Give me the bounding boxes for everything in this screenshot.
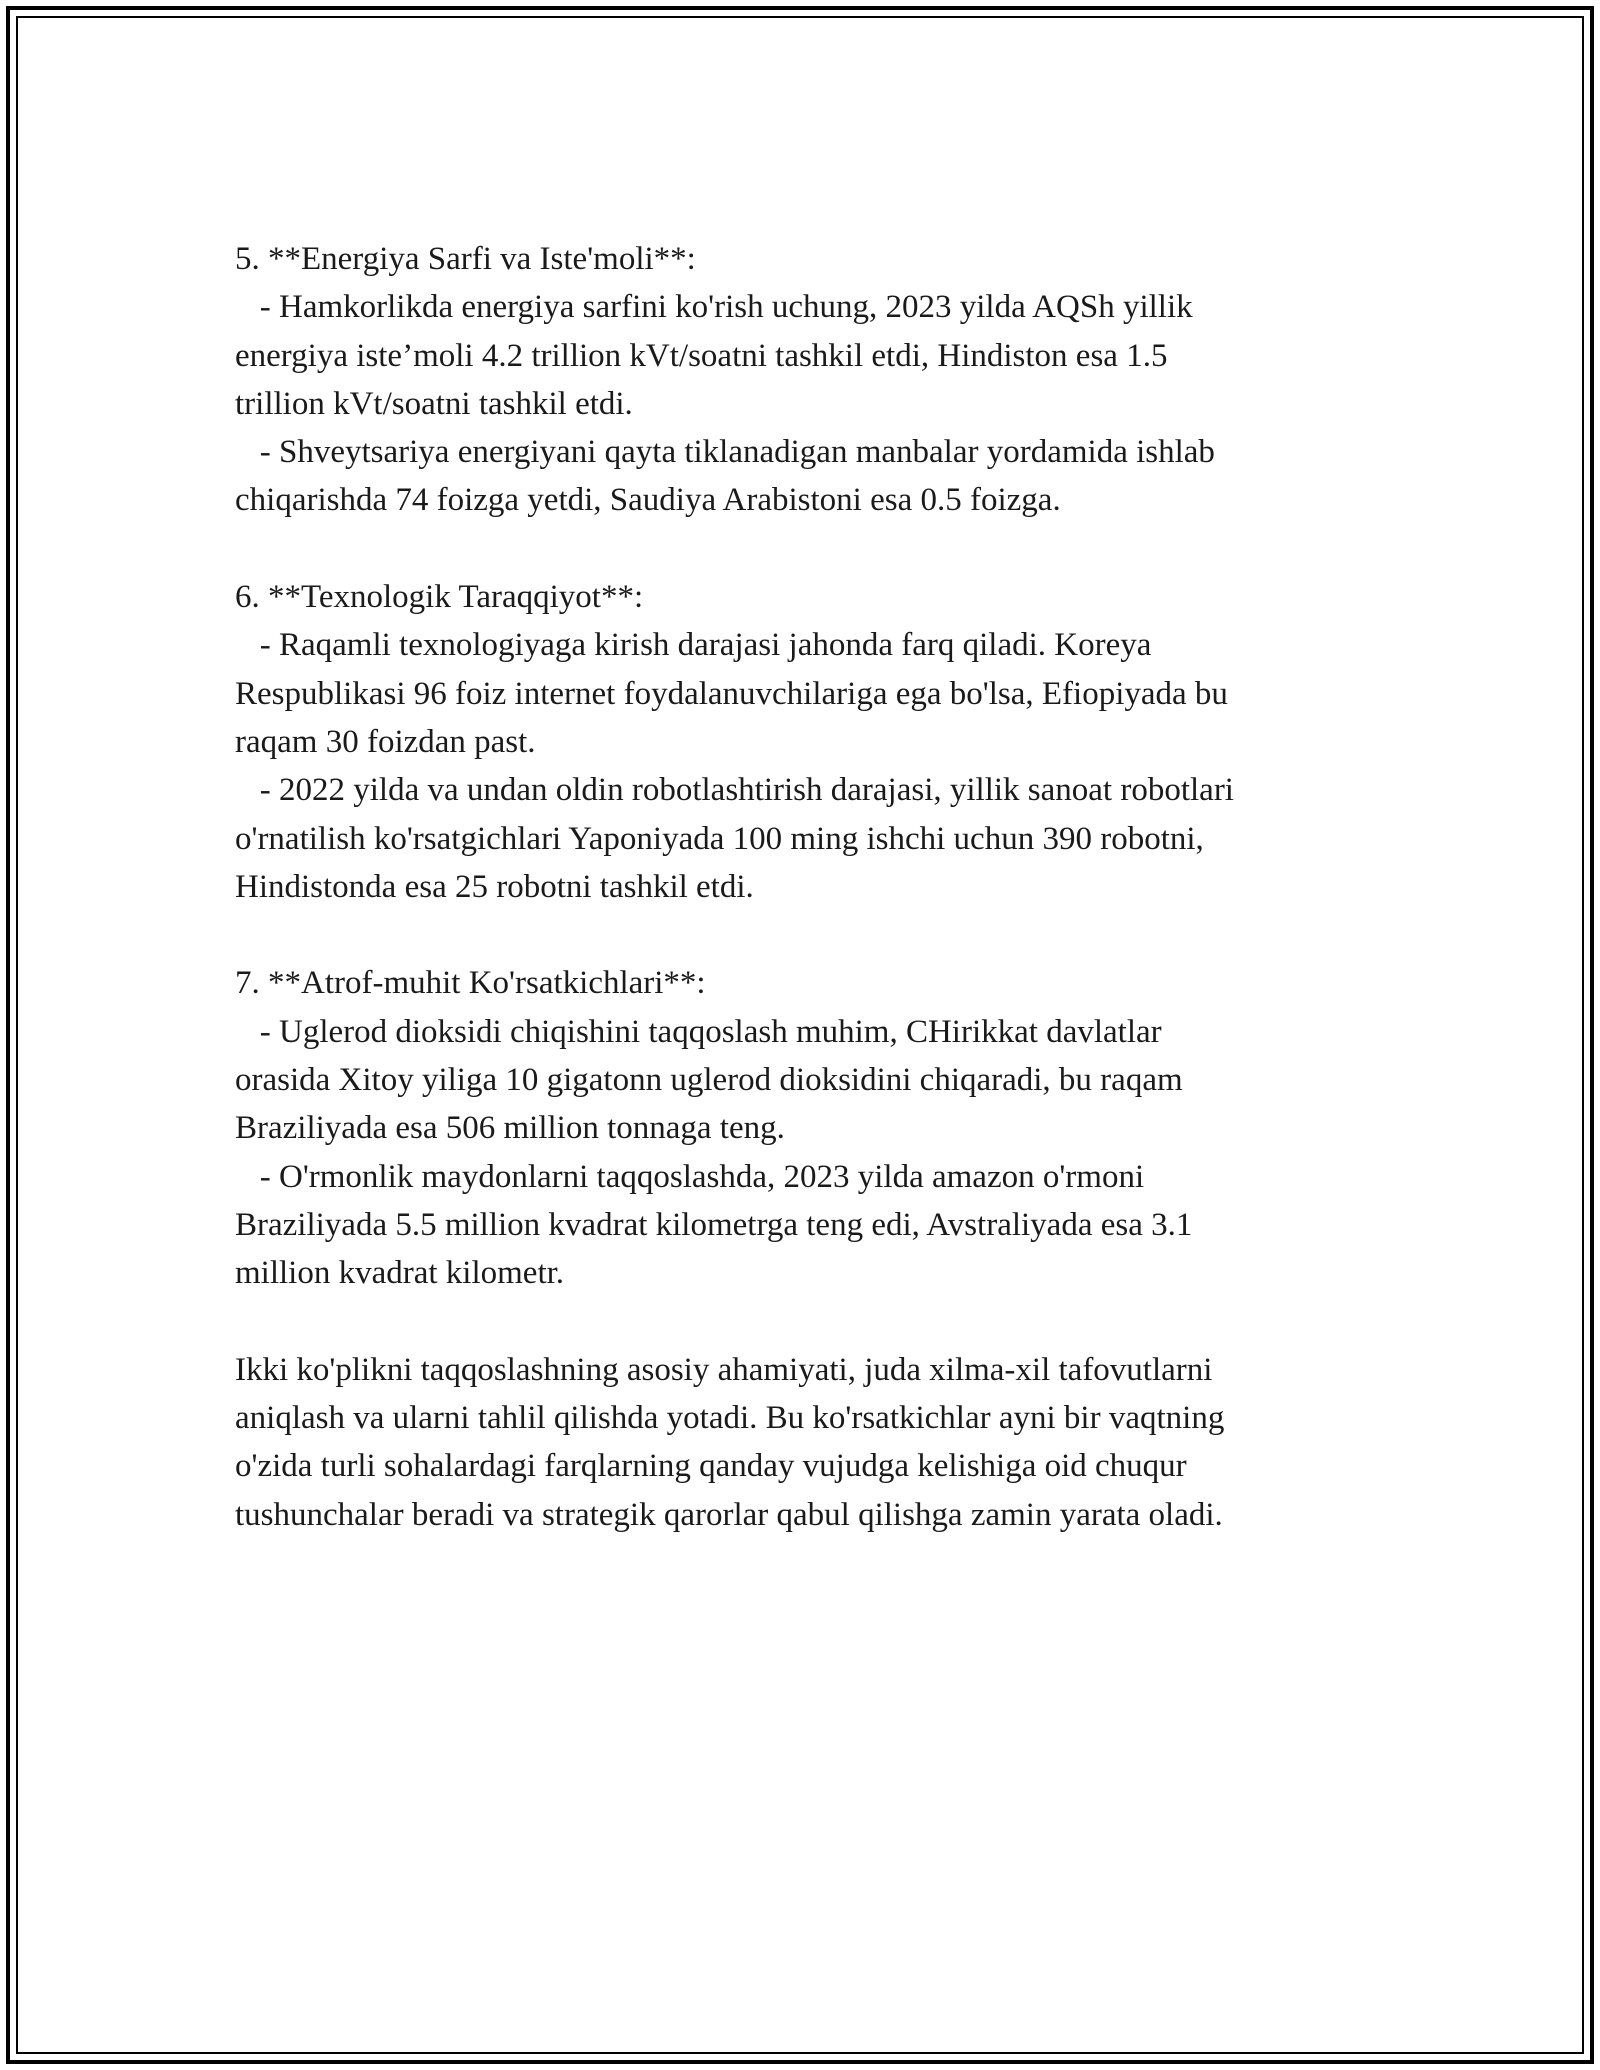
- paragraph-spacer: [235, 911, 1365, 959]
- text-line: Hindistonda esa 25 robotni tashkil etdi.: [235, 868, 754, 905]
- text-line: o'zida turli sohalardagi farqlarning qanday vujudga kelishiga oid chuqur: [235, 1448, 1187, 1485]
- text-line: Ikki ko'plikni taqqoslashning asosiy ahamiyati, juda xilma-xil tafovutlarni: [235, 1351, 1213, 1388]
- bullet-item: [235, 1008, 1365, 1153]
- text-line: tushunchalar beradi va strategik qarorlar qabul qilishga zamin yarata oladi.: [235, 1496, 1223, 1533]
- text-line: - Uglerod dioksidi chiqishini taqqoslash muhim, CHirikkat davlatlar: [235, 1013, 1162, 1050]
- text-line: Braziliyada esa 506 million tonnaga teng.: [235, 1110, 785, 1147]
- text-line: raqam 30 foizdan past.: [235, 723, 536, 760]
- section-energy: [235, 235, 1365, 525]
- bullet-item: [235, 428, 1365, 525]
- conclusion-paragraph: [235, 1346, 1365, 1539]
- text-line: - 2022 yilda va undan oldin robotlashtirish darajasi, yillik sanoat robotlari: [235, 772, 1234, 809]
- text-line: Braziliyada 5.5 million kvadrat kilometrga teng edi, Avstraliyada esa 3.1: [235, 1206, 1193, 1243]
- text-line: chiqarishda 74 foizga yetdi, Saudiya Arabistoni esa 0.5 foizga.: [235, 482, 1061, 519]
- section-environment: [235, 959, 1365, 1297]
- text-line: - Shveytsariya energiyani qayta tiklanadigan manbalar yordamida ishlab: [235, 434, 1215, 471]
- text-line: million kvadrat kilometr.: [235, 1255, 565, 1292]
- text-line: - O'rmonlik maydonlarni taqqoslashda, 2023 yilda amazon o'rmoni: [235, 1158, 1145, 1195]
- text-line: Respublikasi 96 foiz internet foydalanuvchilariga ega bo'lsa, Efiopiyada bu: [235, 675, 1228, 712]
- section-heading: 7. **Atrof-muhit Ko'rsatkichlari**:: [235, 965, 706, 1002]
- bullet-item: [235, 766, 1365, 911]
- bullet-item: [235, 621, 1365, 766]
- text-line: - Hamkorlikda energiya sarfini ko'rish uchung, 2023 yilda AQSh yillik: [235, 289, 1193, 326]
- document-body: [235, 235, 1365, 1539]
- section-technology: [235, 573, 1365, 911]
- section-heading: 5. **Energiya Sarfi va Iste'moli**:: [235, 241, 696, 277]
- text-line: orasida Xitoy yiliga 10 gigatonn uglerod dioksidini chiqaradi, bu raqam: [235, 1062, 1183, 1099]
- text-line: energiya iste’moli 4.2 trillion kVt/soatni tashkil etdi, Hindiston esa 1.5: [235, 337, 1168, 374]
- text-line: aniqlash va ularni tahlil qilishda yotadi. Bu ko'rsatkichlar ayni bir vaqtning: [235, 1400, 1225, 1437]
- section-heading: 6. **Texnologik Taraqqiyot**:: [235, 579, 644, 616]
- text-line: - Raqamli texnologiyaga kirish darajasi jahonda farq qiladi. Koreya: [235, 627, 1152, 664]
- bullet-item: [235, 283, 1365, 428]
- text-line: o'rnatilish ko'rsatgichlari Yaponiyada 100 ming ishchi uchun 390 robotni,: [235, 820, 1204, 857]
- paragraph-spacer: [235, 525, 1365, 573]
- bullet-item: [235, 1153, 1365, 1298]
- paragraph-spacer: [235, 1298, 1365, 1346]
- text-line: trillion kVt/soatni tashkil etdi.: [235, 385, 633, 422]
